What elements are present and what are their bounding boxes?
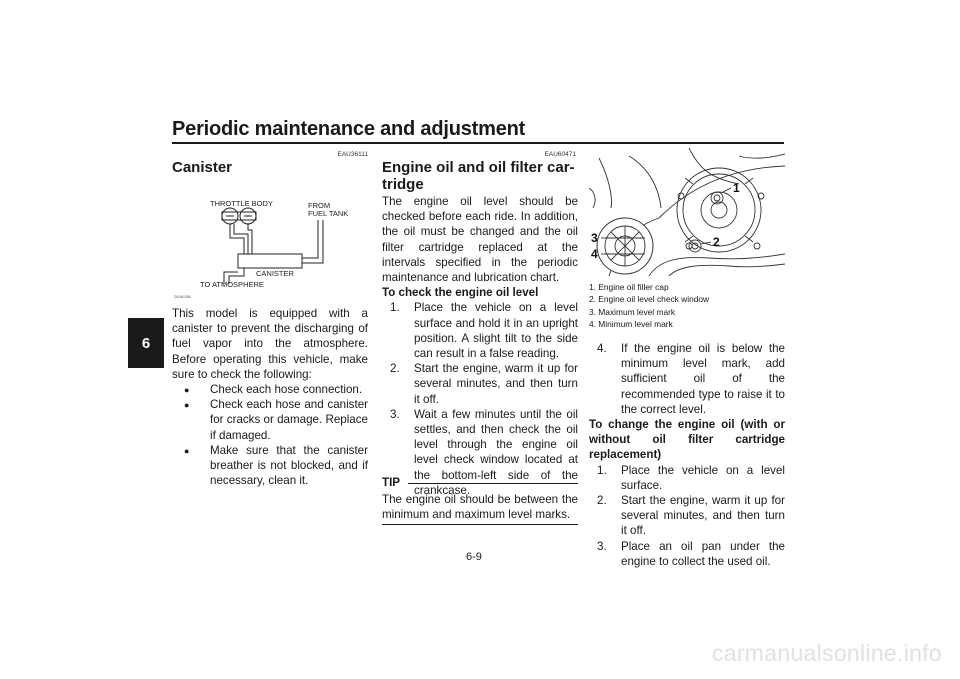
change-oil-steps xyxy=(589,463,785,569)
canister-intro: This model is equipped with a canister to prevent the discharging of fuel vapor into the atmosphere. Before operating this vehicle, make sure to check the following: xyxy=(172,307,368,381)
label-to-atmosphere: TO ATMOSPHERE xyxy=(200,280,264,289)
list-item: 1. Place the vehicle on a level surface. xyxy=(597,463,785,492)
check-oil-subheading: To check the engine oil level xyxy=(382,286,539,300)
footer-watermark[interactable]: carmanualsonline.info xyxy=(711,640,942,666)
diagram-image-code: ZAU61386 xyxy=(174,295,191,299)
list-item: 2. Start the engine, warm it up for several minutes, and then turn it off. xyxy=(390,362,578,406)
list-item: 3. Wait a few minutes until the oil settles, and then check the oil level through the engine oil level check window located at the bottom-left side of the crankcase. xyxy=(390,407,578,497)
caption-item: 2. Engine oil level check window xyxy=(589,294,710,305)
callout-1: 1 xyxy=(733,181,740,195)
page-header-title: Periodic maintenance and adjustment xyxy=(172,118,526,140)
canister-body xyxy=(238,254,302,268)
list-item: 2. Start the engine, warm it up for several minutes, and then turn it off. xyxy=(597,494,785,538)
check-oil-steps xyxy=(382,300,578,498)
canister-section-code: EAU36111 xyxy=(337,151,368,158)
list-item: ● Check each hose connection. xyxy=(184,382,368,397)
engine-oil-section-code: EAU60471 xyxy=(544,151,576,158)
callout-2: 2 xyxy=(713,235,720,249)
check-oil-steps-continued xyxy=(589,341,785,417)
caption-item: 3. Maximum level mark xyxy=(589,306,676,317)
callout-3: 3 xyxy=(591,231,598,245)
engine-oil-body-text xyxy=(382,194,578,498)
heading-line-1: Engine oil and oil filter car- xyxy=(382,159,575,176)
figure-captions xyxy=(589,281,785,331)
canister-diagram xyxy=(172,196,368,300)
callout-4: 4 xyxy=(591,247,598,261)
chapter-tab: 6 xyxy=(128,318,164,368)
change-oil-subheading: To change the engine oil (with or without oil filter cartridge replacement) xyxy=(589,418,785,462)
tip-text: The engine oil should be between the minimum and maximum level marks. xyxy=(382,493,578,522)
tip-label: TIP xyxy=(382,476,401,489)
canister-checklist xyxy=(172,382,368,488)
list-item: ● Check each hose and canister for cracks or damage. Replace if damaged. xyxy=(184,397,368,443)
caption-item: 4. Minimum level mark xyxy=(589,319,673,330)
label-canister: CANISTER xyxy=(256,269,294,278)
page-number: 6-9 xyxy=(466,551,482,563)
engine-oil-figure xyxy=(589,148,785,276)
canister-heading: Canister xyxy=(172,159,233,176)
canister-body-text xyxy=(172,306,368,488)
list-item: 3. Place an oil pan under the engine to collect the used oil. xyxy=(597,539,785,568)
list-item: 4. If the engine oil is below the minimum level mark, add sufficient oil of the recommended type to raise it to the correct level. xyxy=(597,342,785,416)
heading-line-2: tridge xyxy=(382,176,424,193)
tip-top-rule xyxy=(408,483,578,484)
engine-oil-intro: The engine oil level should be checked before each ride. In addition, the oil must be changed and the oil filter cartridge replaced at the intervals specified in the periodic maintenance and lubrication chart. xyxy=(382,195,578,285)
oil-level-window xyxy=(689,240,701,252)
list-item: 1. Place the vehicle on a level surface and hold it in an upright position. A slight tilt to the side can result in a false reading. xyxy=(390,301,578,361)
engine-oil-heading xyxy=(382,159,578,193)
label-fuel-tank: FUEL TANK xyxy=(308,209,349,218)
label-throttle-body: THROTTLE BODY xyxy=(210,199,273,208)
caption-item: 1. Engine oil filler cap xyxy=(589,282,669,292)
label-from: FROM xyxy=(308,201,331,210)
tip-bottom-rule xyxy=(382,524,578,525)
header-rule xyxy=(172,142,784,144)
list-item: ● Make sure that the canister breather is not blocked, and if necessary, clean it. xyxy=(184,443,368,489)
engine-oil-continued-text xyxy=(589,341,785,569)
